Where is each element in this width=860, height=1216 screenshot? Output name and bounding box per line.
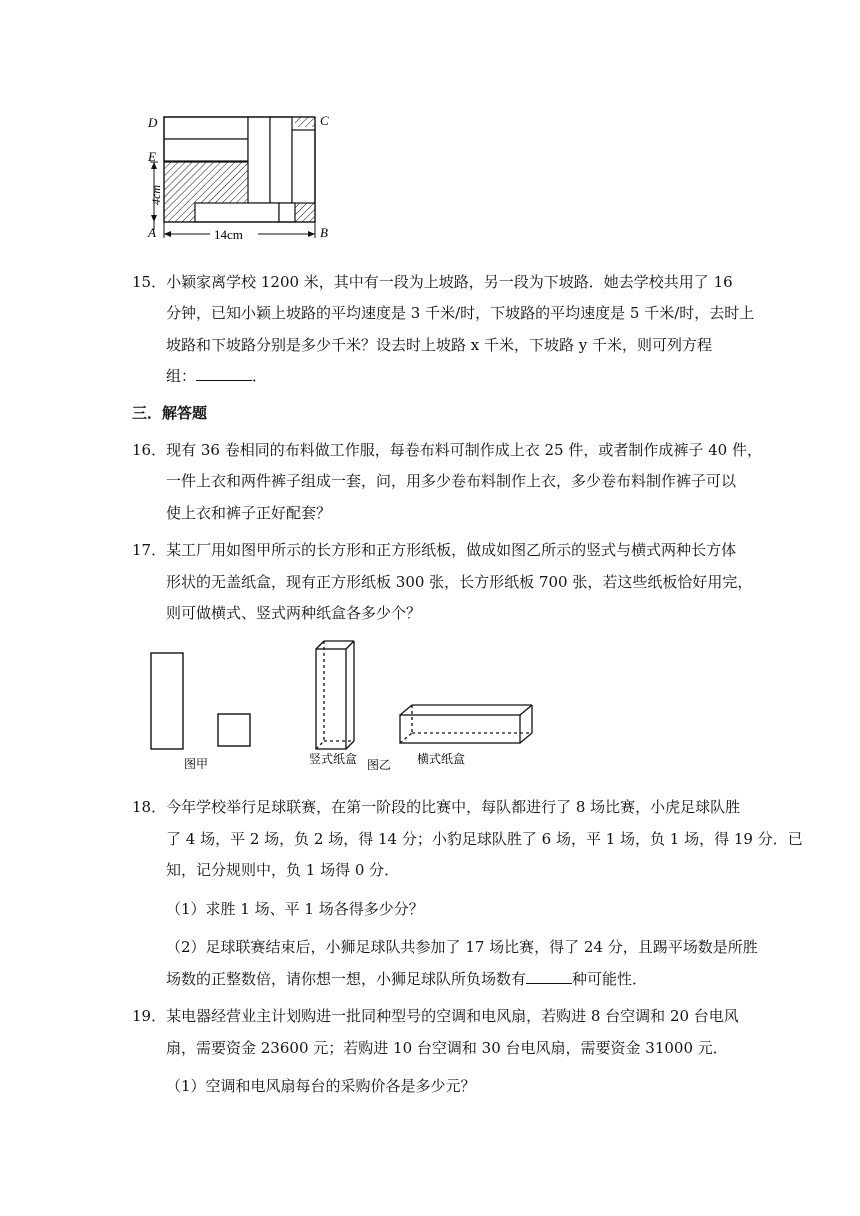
q19-line2: 扇，需要资金 23600 元；若购进 10 台空调和 30 台电风扇，需要资金 31000 元． — [166, 1039, 728, 1057]
label-a: A — [148, 225, 156, 240]
label-b: B — [320, 225, 328, 240]
q17-line3: 则可做横式、竖式两种纸盒各多少个？ — [166, 604, 422, 622]
q18-line2: 了 4 场，平 2 场，负 2 场，得 14 分；小豹足球队胜了 6 场，平 1 场，负 1 场，得 19 分．已 — [166, 830, 803, 848]
q17-line1: 17．某工厂用如图甲所示的长方形和正方形纸板，做成如图乙所示的竖式与横式两种长方体 — [132, 541, 737, 559]
height-label: 4cm — [149, 185, 163, 205]
q15-line1: 15．小颖家离学校 1200 米，其中有一段为上坡路，另一段为下坡路．她去学校共用了 16 — [132, 273, 733, 291]
horizontal-box — [400, 705, 532, 743]
q16-line1: 16．现有 36 卷相同的布料做工作服，每卷布料可制作成上衣 25 件，或者制作成裤子 40 件， — [132, 441, 762, 459]
label-vertical-box: 竖式纸盒 — [309, 752, 358, 766]
rectangle-figure — [140, 108, 340, 248]
q15-line3: 坡路和下坡路分别是多少千米？设去时上坡路 x 千米，下坡路 y 千米，则可列方程 — [166, 336, 713, 354]
q18-number: 18． — [132, 798, 167, 816]
vertical-box — [316, 641, 354, 749]
answer-blank[interactable] — [526, 969, 572, 984]
q18-line3: 知，记分规则中，负 1 场得 0 分． — [166, 861, 400, 879]
q18-sub1: （1）求胜 1 场、平 1 场各得多少分？ — [166, 900, 424, 918]
q18-sub2-line1: （2）足球联赛结束后，小狮足球队共参加了 17 场比赛，得了 24 分，且踢平场数是所胜 — [166, 938, 758, 956]
q18-sub2-line2: 场数的正整数倍，请你想一想，小狮足球队所负场数有 种可能性． — [166, 970, 648, 988]
q18-line1: 18．今年学校举行足球联赛，在第一阶段的比赛中，每队都进行了 8 场比赛，小虎足球队胜 — [132, 798, 741, 816]
paper-boxes-figure — [140, 636, 540, 772]
q17-number: 17． — [132, 541, 167, 559]
width-label: 14cm — [214, 227, 243, 242]
q15-number: 15． — [132, 273, 167, 291]
q19-line1: 19．某电器经营业主计划购进一批同种型号的空调和电风扇，若购进 8 台空调和 20 台电风 — [132, 1007, 739, 1025]
q16-number: 16． — [132, 441, 167, 459]
rectangle-board — [151, 653, 183, 749]
q19-number: 19． — [132, 1007, 167, 1025]
label-yi: 图乙 — [367, 758, 392, 772]
section-title: 三．解答题 — [132, 404, 208, 422]
label-d: D — [148, 115, 158, 130]
q15-line2: 分钟，已知小颖上坡路的平均速度是 3 千米/时，下坡路的平均速度是 5 千米/时，去时上 — [166, 304, 755, 322]
label-e: E — [148, 149, 156, 164]
q16-line2: 一件上衣和两件裤子组成一套，问，用多少卷布料制作上衣，多少卷布料制作裤子可以 — [166, 472, 737, 490]
q17-line2: 形状的无盖纸盒，现有正方形纸板 300 张，长方形纸板 700 张，若这些纸板恰好用完， — [166, 573, 753, 591]
q15-line4: 组： ． — [166, 367, 268, 385]
label-jia: 图甲 — [184, 757, 209, 771]
label-horizontal-box: 横式纸盒 — [417, 752, 466, 766]
q16-line3: 使上衣和裤子正好配套？ — [166, 504, 332, 522]
q19-sub1: （1）空调和电风扇每台的采购价各是多少元？ — [166, 1077, 476, 1095]
label-c: C — [320, 113, 329, 128]
square-board — [218, 714, 250, 746]
answer-blank[interactable] — [196, 366, 252, 381]
